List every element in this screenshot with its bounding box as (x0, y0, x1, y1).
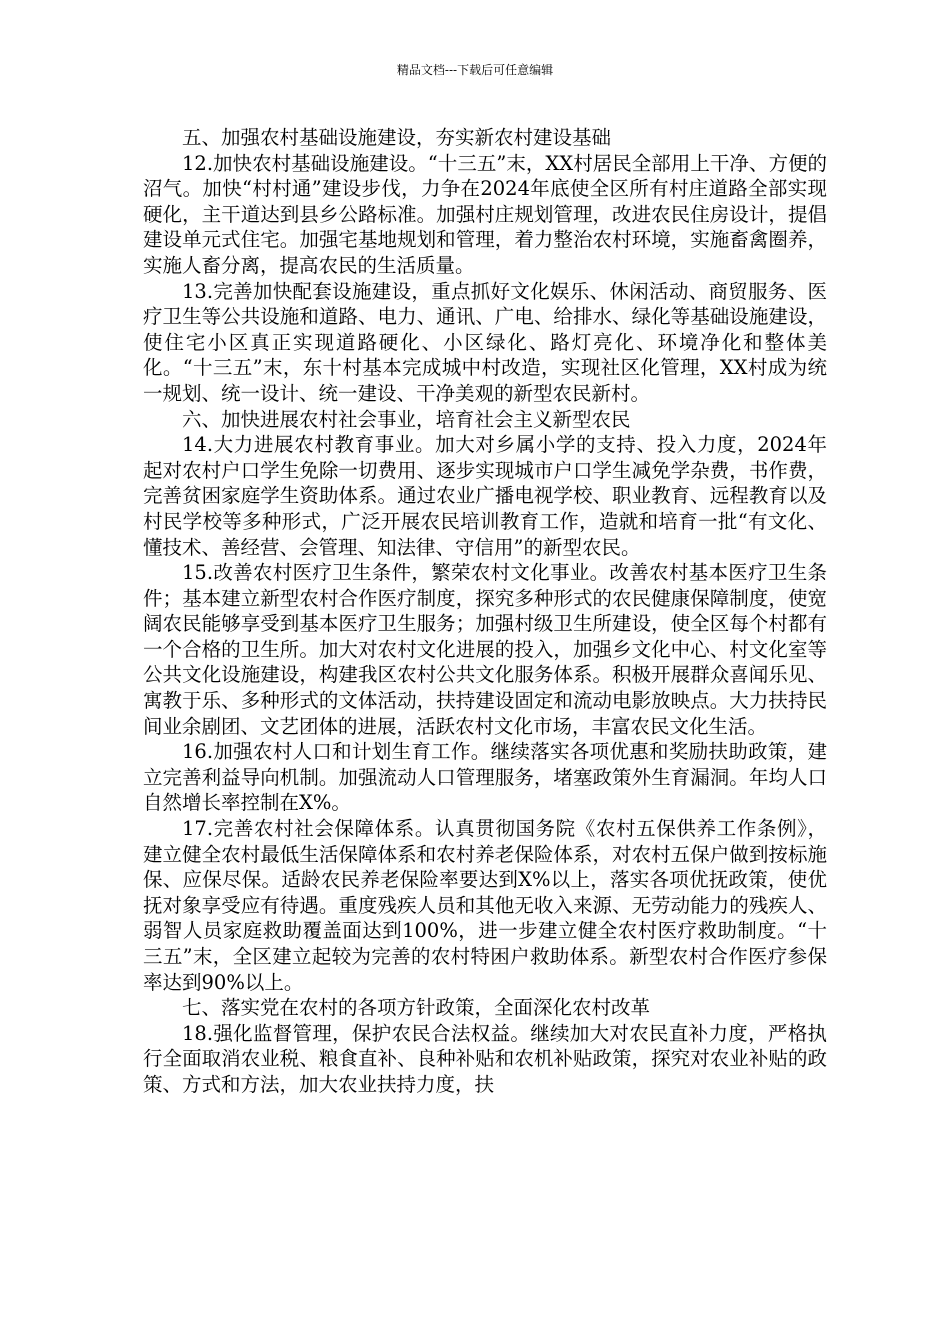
document-body (143, 125, 827, 1098)
paragraph-18: 18.强化监督管理，保护农民合法权益。继续加大对农民直补力度，严格执行全面取消农业税、粮食直补、良种补贴和农机补贴政策，探究对农业补贴的政策、方式和方法，加大农业扶持力度，扶 (143, 1021, 827, 1096)
paragraph-13: 13.完善加快配套设施建设，重点抓好文化娱乐、休闲活动、商贸服务、医疗卫生等公共设施和道路、电力、通讯、广电、给排水、绿化等基础设施建设，使住宅小区真正实现道路硬化、小区绿化、路灯亮化、环境净化和整体美化。“十三五”末，东十村基本完成城中村改造，实现社区化管理，XX村成为统一规划、统一设计、统一建设、干净美观的新型农民新村。 (143, 279, 827, 405)
section-heading-6: 六、加快进展农村社会事业，培育社会主义新型农民 (182, 407, 631, 431)
paragraph-15: 15.改善农村医疗卫生条件，繁荣农村文化事业。改善农村基本医疗卫生条件；基本建立新型农村合作医疗制度，探究多种形式的农民健康保障制度，使宽阔农民能够享受到基本医疗卫生服务；加强村级卫生所建设，使全区每个村都有一个合格的卫生所。加大对农村文化进展的投入，加强乡文化中心、村文化室等公共文化设施建设，构建我区农村公共文化服务体系。积极开展群众喜闻乐见、寓教于乐、多种形式的文体活动，扶持建设固定和流动电影放映点。大力扶持民间业余剧团、文艺团体的进展，活跃农村文化市场，丰富农民文化生活。 (143, 561, 827, 738)
paragraph-14: 14.大力进展农村教育事业。加大对乡属小学的支持、投入力度，2024年起对农村户口学生免除一切费用、逐步实现城市户口学生减免学杂费，书作费，完善贫困家庭学生资助体系。通过农业广播电视学校、职业教育、远程教育以及村民学校等多种形式，广泛开展农民培训教育工作，造就和培育一批“有文化、懂技术、善经营、会管理、知法律、守信用”的新型农民。 (143, 433, 827, 559)
paragraph-16: 16.加强农村人口和计划生育工作。继续落实各项优惠和奖励扶助政策，建立完善利益导向机制。加强流动人口管理服务，堵塞政策外生育漏洞。年均人口自然增长率控制在X%。 (143, 740, 827, 815)
paragraph-12: 12.加快农村基础设施建设。“十三五”末，XX村居民全部用上干净、方便的沼气。加快“村村通”建设步伐，力争在2024年底使全区所有村庄道路全部实现硬化，主干道达到县乡公路标准。加强村庄规划管理，改进农民住房设计，提倡建设单元式住宅。加强宅基地规划和管理，着力整治农村环境，实施畜禽圈养，实施人畜分离，提高农民的生活质量。 (143, 151, 827, 277)
page-header: 精品文档---下载后可任意编辑 (396, 63, 554, 77)
section-heading-7: 七、落实党在农村的各项方针政策，全面深化农村改革 (182, 996, 651, 1020)
section-heading-5: 五、加强农村基础设施建设，夯实新农村建设基础 (182, 126, 612, 149)
paragraph-17: 17.完善农村社会保障体系。认真贯彻国务院《农村五保供养工作条例》，建立健全农村最低生活保障体系和农村养老保险体系，对农村五保户做到按标施保、应保尽保。适龄农民养老保险率要达到X%以上，落实各项优抚政策，使优抚对象享受应有待遇。重度残疾人员和其他无收入来源、无劳动能力的残疾人、弱智人员家庭救助覆盖面达到100%，进一步建立健全农村医疗救助制度。“十三五”末，全区建立起较为完善的农村特困户救助体系。新型农村合作医疗参保率达到90%以上。 (143, 817, 827, 994)
